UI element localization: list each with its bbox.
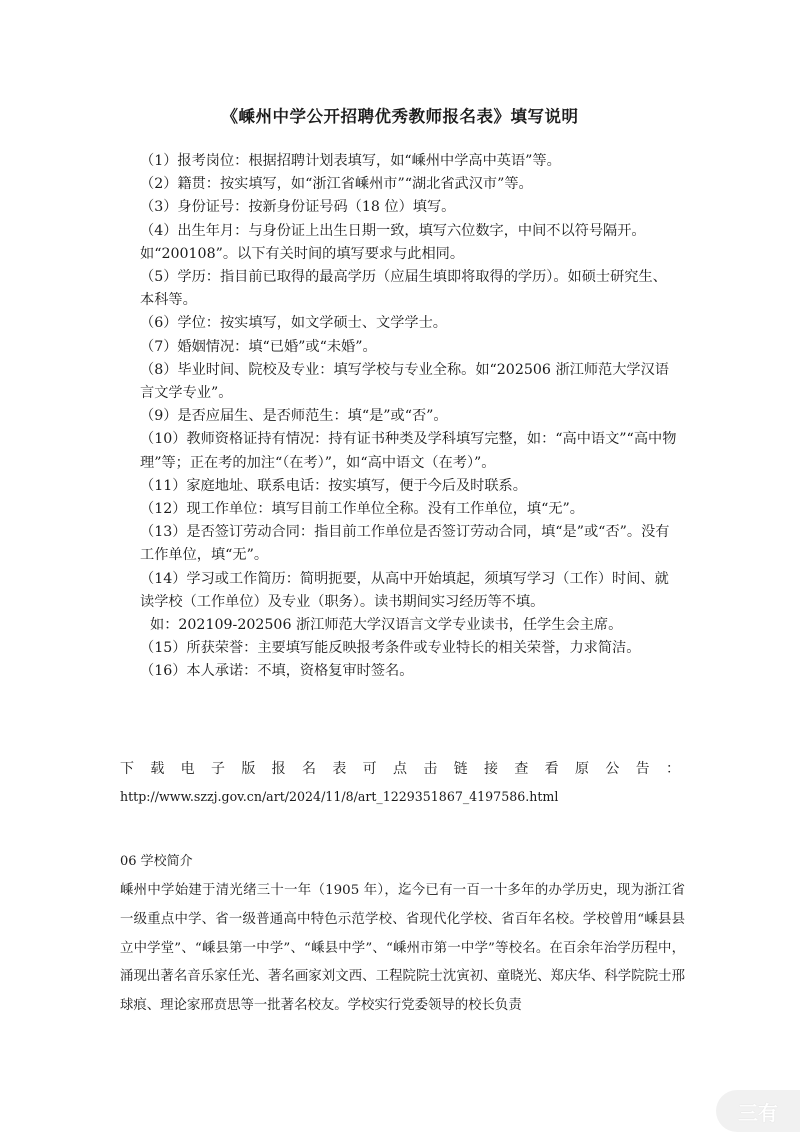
list-item: （6）学位：按实填写，如文学硕士、文学学士。 [140, 315, 447, 332]
list-item: （9）是否应届生、是否师范生：填“是”或“否”。 [140, 408, 448, 425]
instruction-list [140, 150, 680, 684]
list-item: （2）籍贯：按实填写，如“浙江省嵊州市”“湖北省武汉市”等。 [140, 176, 533, 193]
school-intro-paragraph: 嵊州中学始建于清光绪三十一年（1905 年），迄今已有一百一十多年的办学历史，现为浙江省一级重点中学、省一级普通高中特色示范学校、省现代化学校、省百年名校。学校曾用“嵊县县立中学堂”、“嵊县第一中学”、“嵊县中学”、“嵊州市第一中学”等校名。在百余年治学历程中，涌现出著名音乐家任光、著名画家刘文西、工程院院士沈寅初、童晓光、郑庆华、科学院院士邢球痕、理论家邢贲思等一批著名校友。学校实行党委领导的校长负责 [120, 883, 685, 1014]
list-item: （7）婚姻情况：填“已婚”或“未婚”。 [140, 338, 377, 355]
announcement-link[interactable]: http://www.szzj.gov.cn/art/2024/11/8/art_1229351867_4197586.html [120, 789, 559, 804]
list-item-example: 如：202109-202506 浙江师范大学汉语言文学专业读书，任学生会主席。 [150, 617, 623, 634]
page-title: 《嵊州中学公开招聘优秀教师报名表》填写说明 [221, 107, 579, 126]
list-item: （16）本人承诺：不填，资格复审时签名。 [140, 663, 414, 680]
list-item: （1）报考岗位：根据招聘计划表填写，如“嵊州中学高中英语”等。 [140, 153, 561, 169]
list-item: （3）身份证号：按新身份证号码（18 位）填写。 [140, 199, 456, 216]
list-item: （4）出生年月：与身份证上出生日期一致，填写六位数字，中间不以符号隔开。如“200108”。以下有关时间的填写要求与此相同。 [140, 222, 646, 262]
list-item: （15）所获荣誉：主要填写能反映报考条件或专业特长的相关荣誉，力求简洁。 [140, 640, 641, 657]
floating-button-label: 三有 [738, 1100, 778, 1125]
list-item: （11）家庭地址、联系电话：按实填写，便于今后及时联系。 [140, 477, 527, 494]
section-heading: 06 学校简介 [120, 854, 193, 869]
list-item: （14）学习或工作简历：简明扼要，从高中开始填起，须填写学习（工作）时间、就读学校（工作单位）及专业（职务）。读书期间实习经历等不填。 [140, 570, 669, 610]
download-note: 下载电子版报名表可点击链接查看原公告： [120, 761, 680, 777]
list-item: （8）毕业时间、院校及专业：填写学校与专业全称。如“202506 浙江师范大学汉语言文学专业”。 [140, 361, 669, 402]
list-item: （5）学历：指目前已取得的最高学历（应届生填即将取得的学历）。如硕士研究生、本科等。 [140, 269, 667, 309]
list-item: （10）教师资格证持有情况：持有证书种类及学科填写完整，如：“高中语文”“高中物理”等；正在考的加注“（在考）”，如“高中语文（在考）”。 [140, 431, 677, 471]
list-item: （13）是否签订劳动合同：指目前工作单位是否签订劳动合同，填“是”或“否”。没有工作单位，填“无”。 [140, 524, 670, 564]
list-item: （12）现工作单位：填写目前工作单位全称。没有工作单位，填“无”。 [140, 501, 584, 518]
floating-app-button[interactable] [716, 1090, 800, 1132]
